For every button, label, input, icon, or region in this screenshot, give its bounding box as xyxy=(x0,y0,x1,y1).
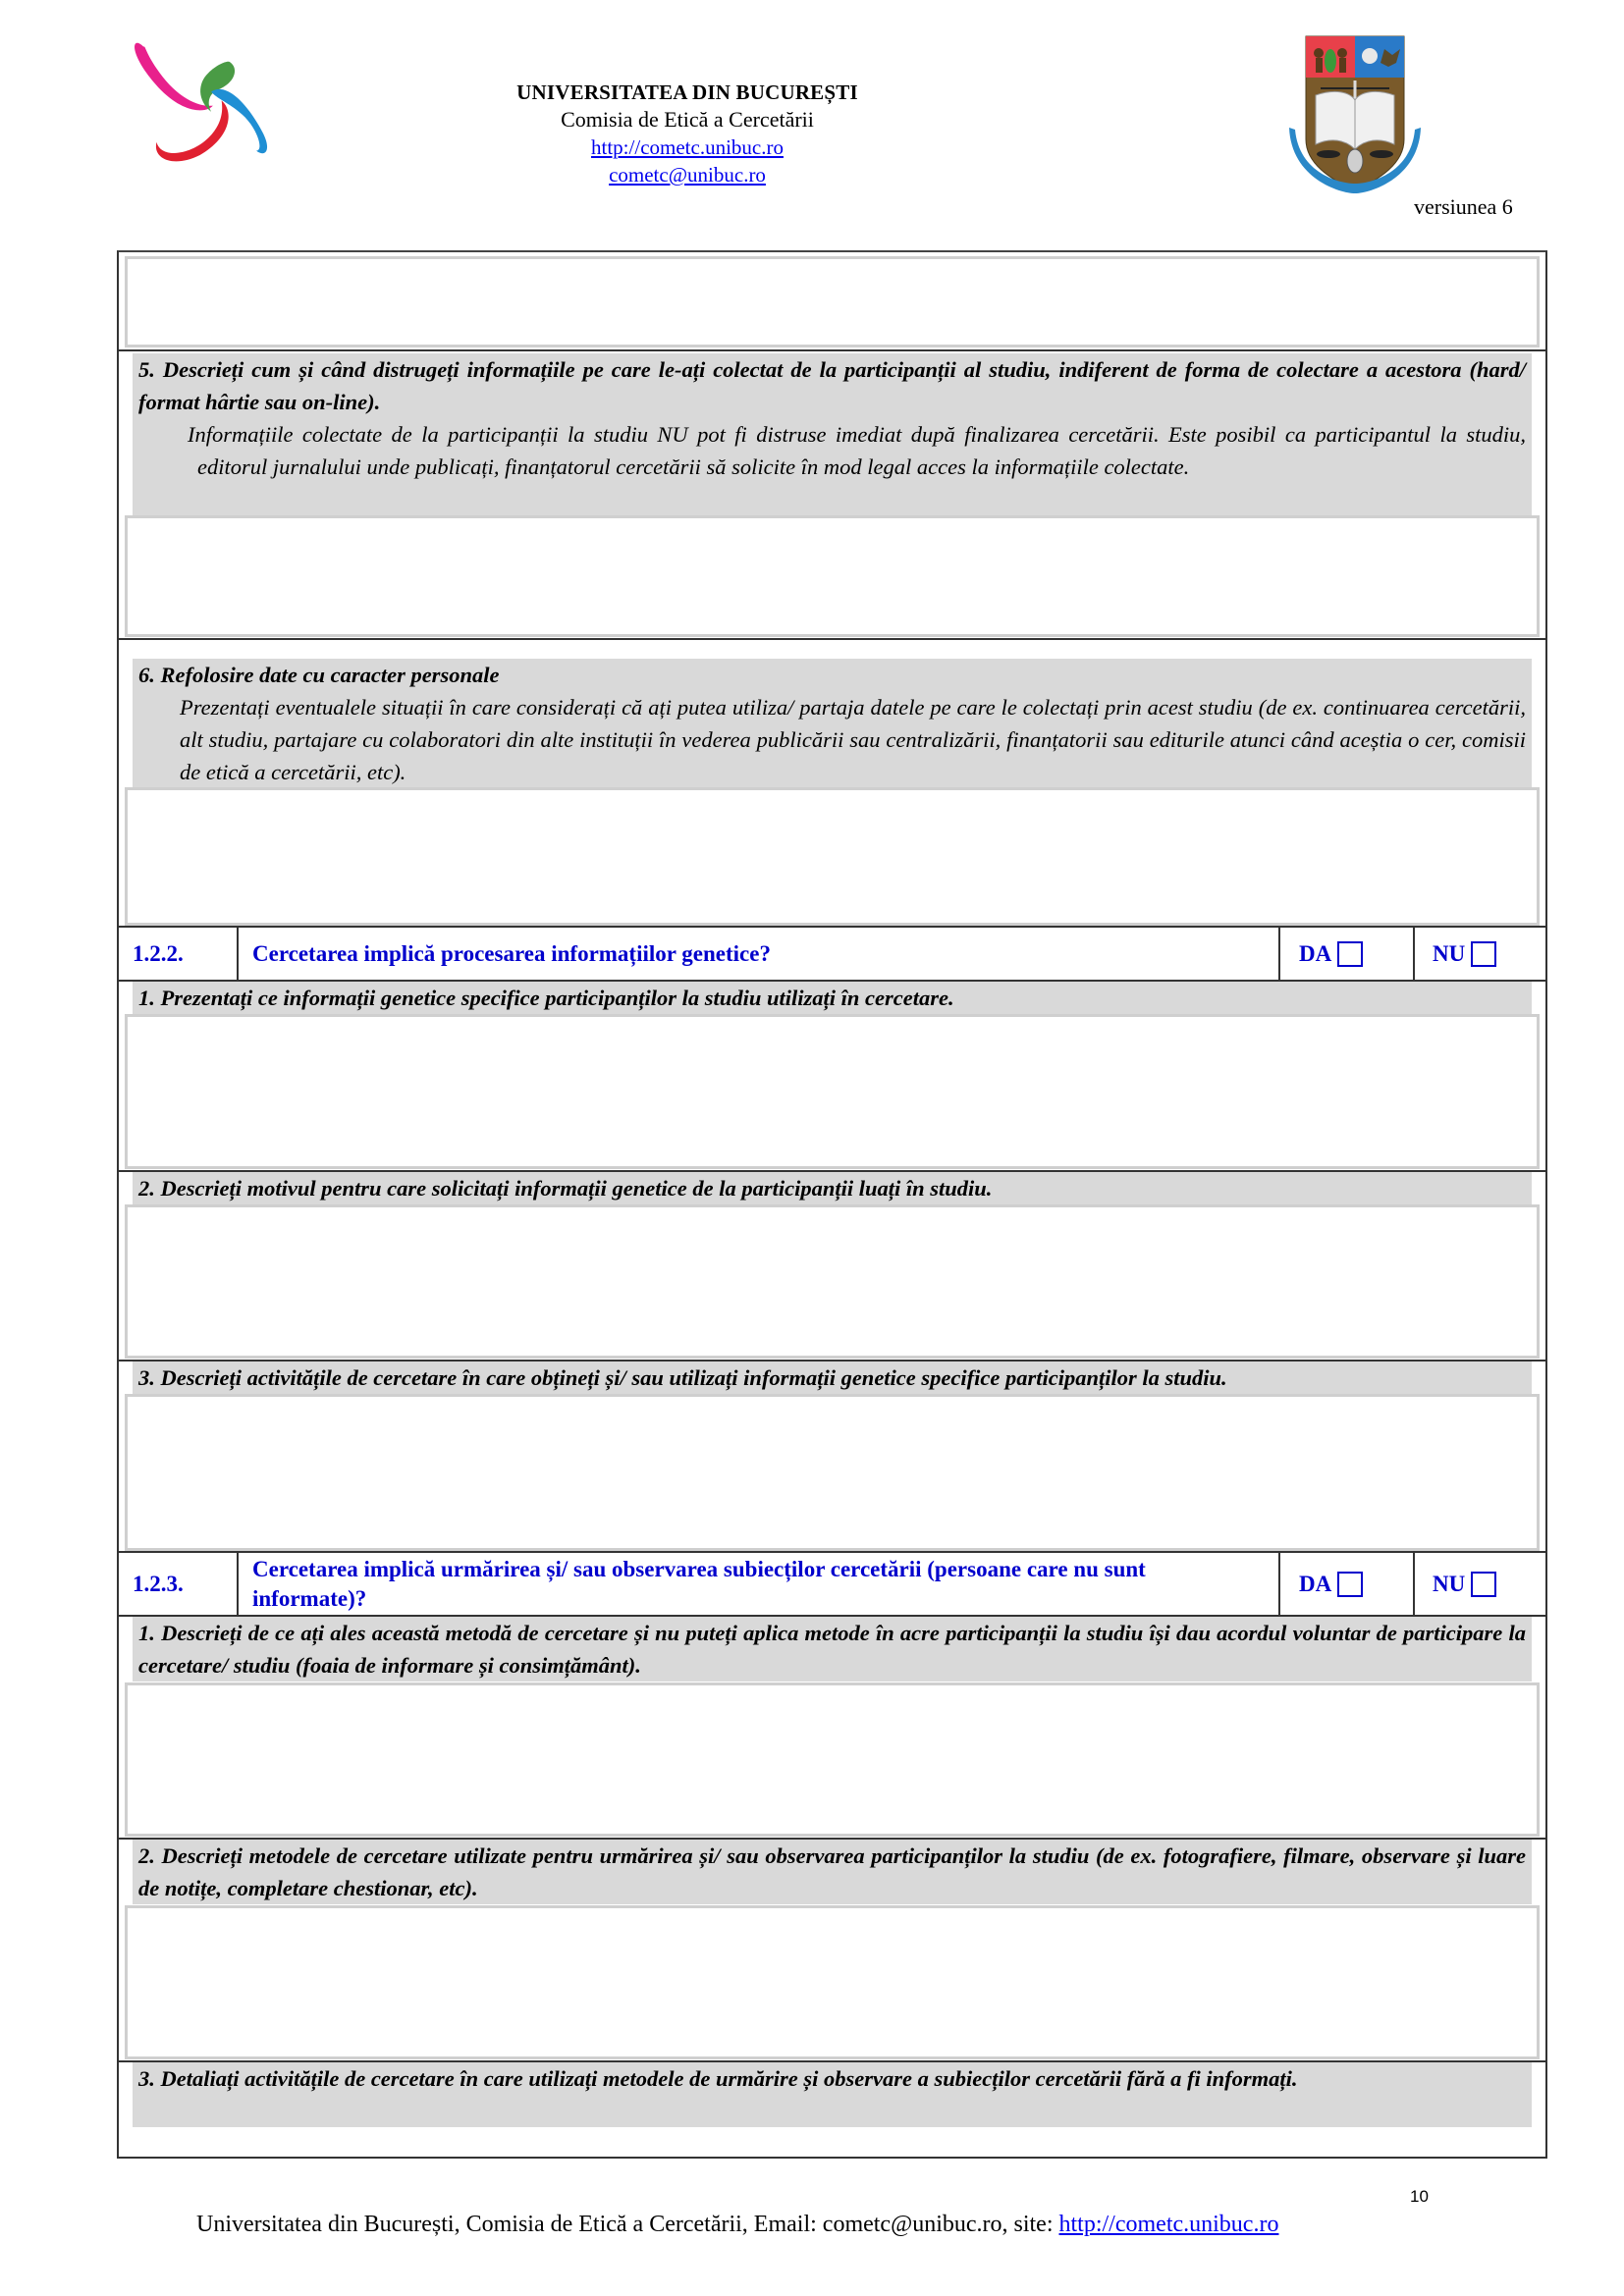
footer-text: Universitatea din București, Comisia de Etică a Cercetării, Email: cometc@unibuc.ro, site: xyxy=(196,2212,1059,2237)
q123-item-1-prompt xyxy=(133,1617,1532,1682)
q123-item-3-answer-field[interactable] xyxy=(125,2128,1540,2156)
q122-item-2-prompt xyxy=(133,1172,1532,1204)
question-text: Cercetarea implică urmărirea și/ sau observarea subiecților cercetării (persoane care nu sunt informate)? xyxy=(252,1556,1146,1611)
q122-item-2-heading: 2. Descrieți motivul pentru care solicitați informații genetice de la participanții luați în studiu. xyxy=(138,1176,993,1201)
q123-item-1-answer-field[interactable] xyxy=(125,1682,1540,1837)
divider xyxy=(119,638,1545,640)
section-5-note: Informațiile colectate de la participanții la studiu NU pot fi distruse imediat după finalizarea cercetării. Este posibil ca participantul la studiu, editorul jurnalului unde publicați, finanțatorul cercetării să solicite în mod legal acces la informațiile colectate. xyxy=(188,422,1526,479)
q122-item-2-answer-field[interactable] xyxy=(125,1204,1540,1359)
question-code: 1.2.2. xyxy=(133,940,184,966)
divider xyxy=(119,349,1545,351)
column-divider xyxy=(237,928,239,980)
q122-item-3-answer-field[interactable] xyxy=(125,1394,1540,1551)
page-number: 10 xyxy=(1410,2187,1429,2206)
question-code: 1.2.3. xyxy=(133,1571,184,1596)
section-6-note: Prezentați eventualele situații în care considerați că ați putea utiliza/ partaja datele pe care le colectați prin acest studiu (de ex. continuarea cercetării, alt studiu, partajare cu colaboratori din alte instituții în vederea publicării sau centralizării, finanțatorii sau editurile atunci când aceștia o cer, comisii de etică a cercetării, etc). xyxy=(180,695,1526,784)
footer-site-link[interactable]: http://cometc.unibuc.ro xyxy=(1058,2212,1279,2237)
q123-item-3-prompt xyxy=(133,2062,1532,2127)
nu-checkbox[interactable] xyxy=(1471,1572,1496,1597)
column-divider xyxy=(1278,1553,1280,1615)
section-6-answer-field[interactable] xyxy=(125,787,1540,926)
column-divider xyxy=(237,1553,239,1615)
da-checkbox[interactable] xyxy=(1337,1572,1363,1597)
nu-checkbox[interactable] xyxy=(1471,941,1496,967)
university-name: UNIVERSITATEA DIN BUCUREȘTI xyxy=(516,80,858,104)
q123-item-2-heading: 2. Descrieți metodele de cercetare utilizate pentru urmărirea și/ sau observarea participanților la studiu (de ex. fotografiere, filmare, observare și luare de notițe, completare chestionar, etc). xyxy=(138,1843,1526,1900)
site-link[interactable]: http://cometc.unibuc.ro xyxy=(591,135,784,159)
column-divider xyxy=(1413,928,1415,980)
q123-item-2-answer-field[interactable] xyxy=(125,1905,1540,2059)
nu-label: NU xyxy=(1433,940,1466,966)
commission-name: Comisia de Etică a Cercetării xyxy=(561,107,814,132)
da-label: DA xyxy=(1299,1571,1332,1596)
nu-option[interactable] xyxy=(1433,928,1496,980)
cometc-swirl-logo-icon xyxy=(126,29,283,177)
nu-option[interactable] xyxy=(1433,1553,1496,1615)
section-5-prompt xyxy=(133,353,1532,516)
da-label: DA xyxy=(1299,940,1332,966)
column-divider xyxy=(1413,1553,1415,1615)
section-6-heading: 6. Refolosire date cu caracter personale xyxy=(138,663,500,687)
q122-item-1-answer-field[interactable] xyxy=(125,1014,1540,1169)
q122-item-1-heading: 1. Prezentați ce informații genetice specifice participanților la studiu utilizați în cercetare. xyxy=(138,986,954,1010)
email-link[interactable]: cometc@unibuc.ro xyxy=(609,163,766,187)
question-text: Cercetarea implică procesarea informațiilor genetice? xyxy=(252,940,771,966)
q122-item-3-prompt xyxy=(133,1362,1532,1394)
column-divider xyxy=(1278,928,1280,980)
section-6-prompt xyxy=(133,659,1532,788)
q123-item-1-heading: 1. Descrieți de ce ați ales această metodă de cercetare și nu puteți aplica metode în acre participanții la studiu își dau acordul voluntar de participare la cercetare/ studiu (foaia de informare și consimțământ). xyxy=(138,1621,1526,1678)
form-table xyxy=(117,250,1547,2159)
q123-item-2-prompt xyxy=(133,1840,1532,1904)
nu-label: NU xyxy=(1433,1571,1466,1596)
q123-item-3-heading: 3. Detaliați activitățile de cercetare în care utilizați metodele de urmărire și observare a subiecților cercetării fără a fi informați. xyxy=(138,2066,1298,2091)
page-footer xyxy=(196,2212,1473,2238)
da-checkbox[interactable] xyxy=(1337,941,1363,967)
version-label: versiunea 6 xyxy=(1414,194,1513,219)
previous-answer-field[interactable] xyxy=(125,256,1540,347)
header-block xyxy=(393,79,982,188)
section-5-answer-field[interactable] xyxy=(125,515,1540,637)
question-row-1-2-2 xyxy=(119,926,1545,982)
section-5-heading: 5. Descrieți cum și când distrugeți informațiile pe care le-ați colectat de la participanții al studiu, indiferent de forma de colectare a acestora (hard/ format hârtie sau on-line). xyxy=(138,357,1526,414)
q122-item-1-prompt xyxy=(133,982,1532,1014)
question-row-1-2-3 xyxy=(119,1551,1545,1617)
q122-item-3-heading: 3. Descrieți activitățile de cercetare în care obțineți și/ sau utilizați informații genetice specifice participanților la studiu. xyxy=(138,1365,1227,1390)
university-crest-icon xyxy=(1281,31,1429,198)
da-option[interactable] xyxy=(1299,928,1363,980)
da-option[interactable] xyxy=(1299,1553,1363,1615)
